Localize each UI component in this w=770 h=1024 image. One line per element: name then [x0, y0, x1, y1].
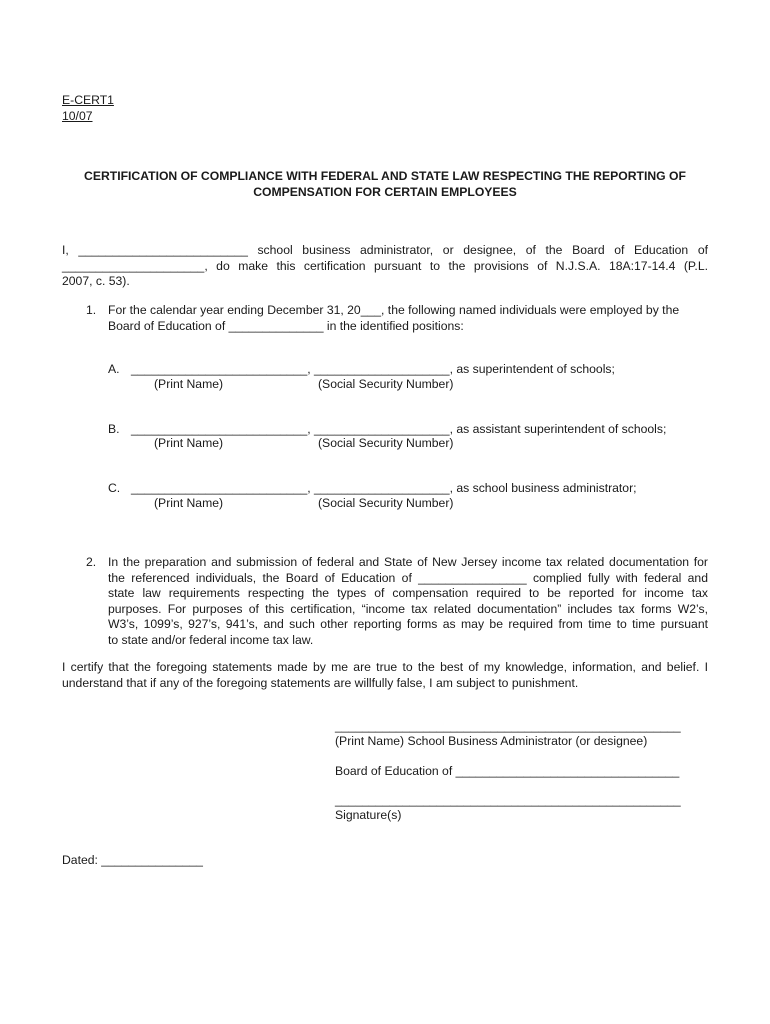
item-1-number: 1. — [86, 303, 97, 317]
certify-line-1: I certify that the foregoing statements made by me are true to the best of my knowledge, information, and belief. I — [62, 660, 708, 674]
entry-b-letter: B. — [108, 422, 120, 436]
revision-date: 10/07 — [62, 108, 93, 123]
item-1-line-2: Board of Education of ______________ in the identified positions: — [108, 318, 464, 333]
intro-paragraph — [62, 243, 708, 290]
entry-b-ssn-caption: (Social Security Number) — [318, 436, 454, 450]
entry-a-letter: A. — [108, 362, 120, 376]
intro-line-1: I, _________________________ school business administrator, or designee, of the Board of Education of — [62, 243, 708, 257]
item-2-line-4: purposes. For purposes of this certification, “income tax related documentation” includes tax forms W2’s, — [108, 601, 708, 616]
entry-c-ssn-caption: (Social Security Number) — [318, 496, 454, 510]
item-2-line-6: to state and/or federal income tax law. — [108, 632, 314, 647]
print-name-line: ___________________________________________________ — [335, 719, 681, 733]
item-2-line-3: state law requirements respecting the types of compensation required to be reported for income tax — [108, 586, 708, 600]
item-2-line-1: In the preparation and submission of federal and State of New Jersey income tax related documentation for — [108, 555, 708, 569]
certification-statement — [62, 660, 708, 691]
signature-line: ___________________________________________________ — [335, 793, 681, 807]
entry-a-name-caption: (Print Name) — [154, 377, 224, 391]
title-line-1: CERTIFICATION OF COMPLIANCE WITH FEDERAL AND STATE LAW RESPECTING THE REPORTING OF — [84, 169, 686, 183]
item-1-text — [108, 303, 708, 334]
dated-field: Dated: _______________ — [62, 853, 203, 867]
item-2-line-5: W3’s, 1099’s, 927’s, 941’s, and such other reporting forms as may be required from time to time pursuant — [108, 617, 708, 631]
item-2-line-2: the referenced individuals, the Board of Education of ________________ complied fully with federal and — [108, 570, 708, 585]
item-1-line-1: For the calendar year ending December 31, 20___, the following named individuals were employed by the — [108, 303, 680, 317]
item-2-text — [108, 555, 708, 648]
title-line-2: COMPENSATION FOR CERTAIN EMPLOYEES — [253, 184, 517, 199]
entry-c-letter: C. — [108, 481, 121, 495]
document-title — [58, 169, 712, 200]
intro-line-2: _____________________, do make this certification pursuant to the provisions of N.J.S.A. 18A:17-14.4 (P.L. — [62, 258, 708, 273]
signature-caption: Signature(s) — [335, 808, 402, 822]
item-2-number: 2. — [86, 555, 97, 569]
entry-a-text: __________________________, ____________________, as superintendent of schools; — [131, 362, 615, 376]
print-name-caption: (Print Name) School Business Administrator (or designee) — [335, 734, 648, 748]
certify-line-2: understand that if any of the foregoing statements are willfully false, I am subject to punishment. — [62, 675, 579, 690]
form-code: E-CERT1 — [62, 93, 114, 107]
form-header — [62, 93, 114, 124]
board-of-education-field: Board of Education of _________________________________ — [335, 764, 680, 778]
entry-a-ssn-caption: (Social Security Number) — [318, 377, 454, 391]
entry-c-text: __________________________, ____________________, as school business administrator; — [131, 481, 637, 495]
intro-line-3: 2007, c. 53). — [62, 274, 130, 288]
entry-b-name-caption: (Print Name) — [154, 436, 224, 450]
entry-b-text: __________________________, ____________________, as assistant superintendent of schools; — [131, 422, 667, 436]
entry-c-name-caption: (Print Name) — [154, 496, 224, 510]
